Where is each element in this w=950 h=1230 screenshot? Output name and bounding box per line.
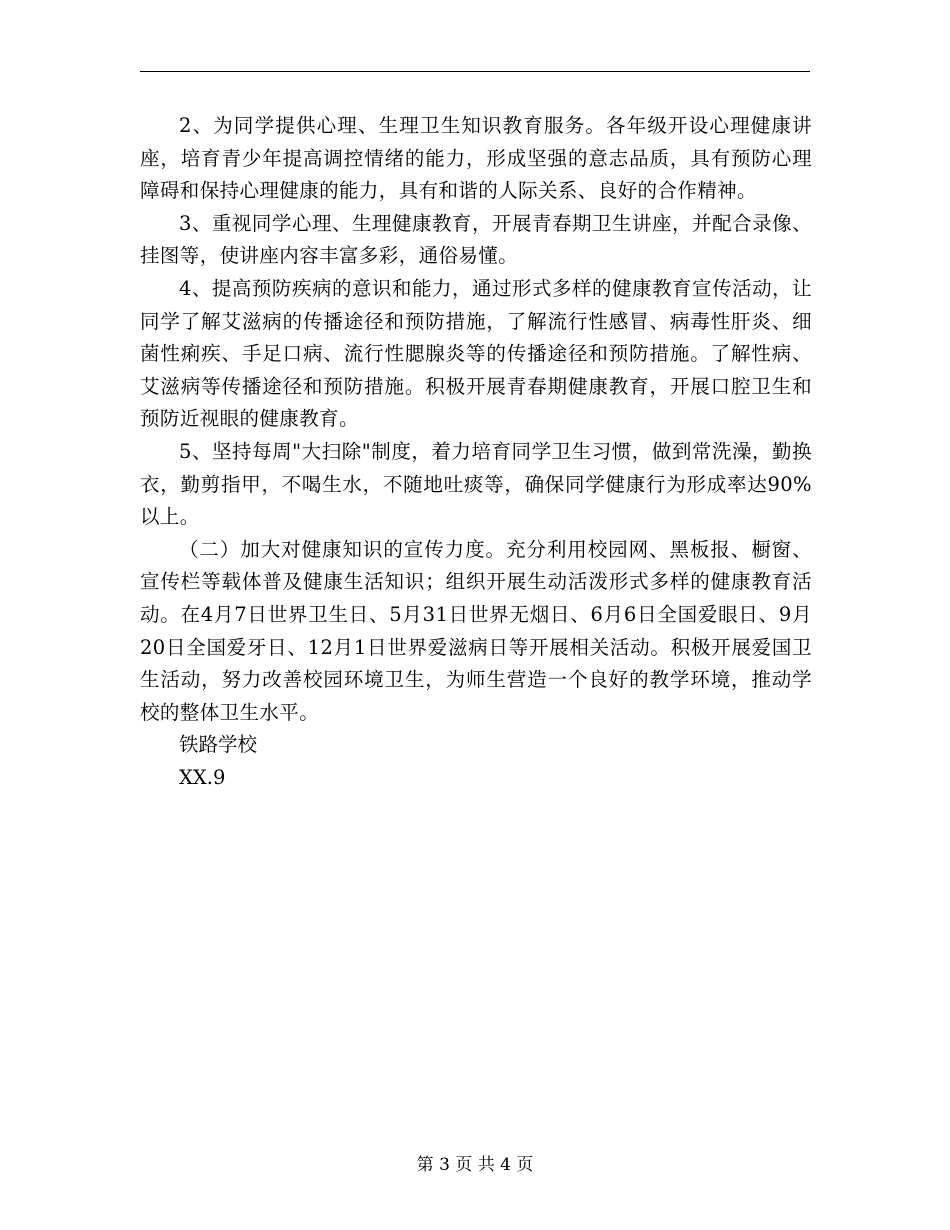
paragraph-item-2: 2、为同学提供心理、生理卫生知识教育服务。各年级开设心理健康讲座，培育青少年提高调控情绪的能力，形成坚强的意志品质，具有预防心理障碍和保持心理健康的能力，具有和谐的人际关系、良好的合作精神。: [140, 114, 812, 203]
paragraph-item-4: 4、提高预防疾病的意识和能力，通过形式多样的健康教育宣传活动，让同学了解艾滋病的传播途径和预防措施，了解流行性感冒、病毒性肝炎、细菌性痢疾、手足口病、流行性腮腺炎等的传播途径和预防措施。了解性病、艾滋病等传播途径和预防措施。积极开展青春期健康教育，开展口腔卫生和预防近视眼的健康教育。: [140, 276, 812, 431]
signature-organization: 铁路学校: [179, 733, 258, 757]
signature-date: XX.9: [179, 765, 226, 789]
paragraph-section-2: （二）加大对健康知识的宣传力度。充分利用校园网、黑板报、橱窗、宣传栏等载体普及健康生活知识；组织开展生动活泼形式多样的健康教育活动。在4月7日世界卫生日、5月31日世界无烟日、6月6日全国爱眼日、9月20日全国爱牙日、12月1日世界爱滋病日等开展相关活动。积极开展爱国卫生活动，努力改善校园环境卫生，为师生营造一个良好的教学环境，推动学校的整体卫生水平。: [140, 537, 812, 724]
paragraph-item-3: 3、重视同学心理、生理健康教育，开展青春期卫生讲座，并配合录像、挂图等，使讲座内容丰富多彩，通俗易懂。: [140, 211, 812, 268]
header-rule: [140, 71, 810, 72]
paragraph-item-5: 5、坚持每周"大扫除"制度，着力培育同学卫生习惯，做到常洗澡，勤换衣，勤剪指甲，不喝生水，不随地吐痰等，确保同学健康行为形成率达90%以上。: [140, 439, 812, 529]
page-number: 第 3 页 共 4 页: [416, 1155, 534, 1175]
document-body: [140, 110, 812, 794]
